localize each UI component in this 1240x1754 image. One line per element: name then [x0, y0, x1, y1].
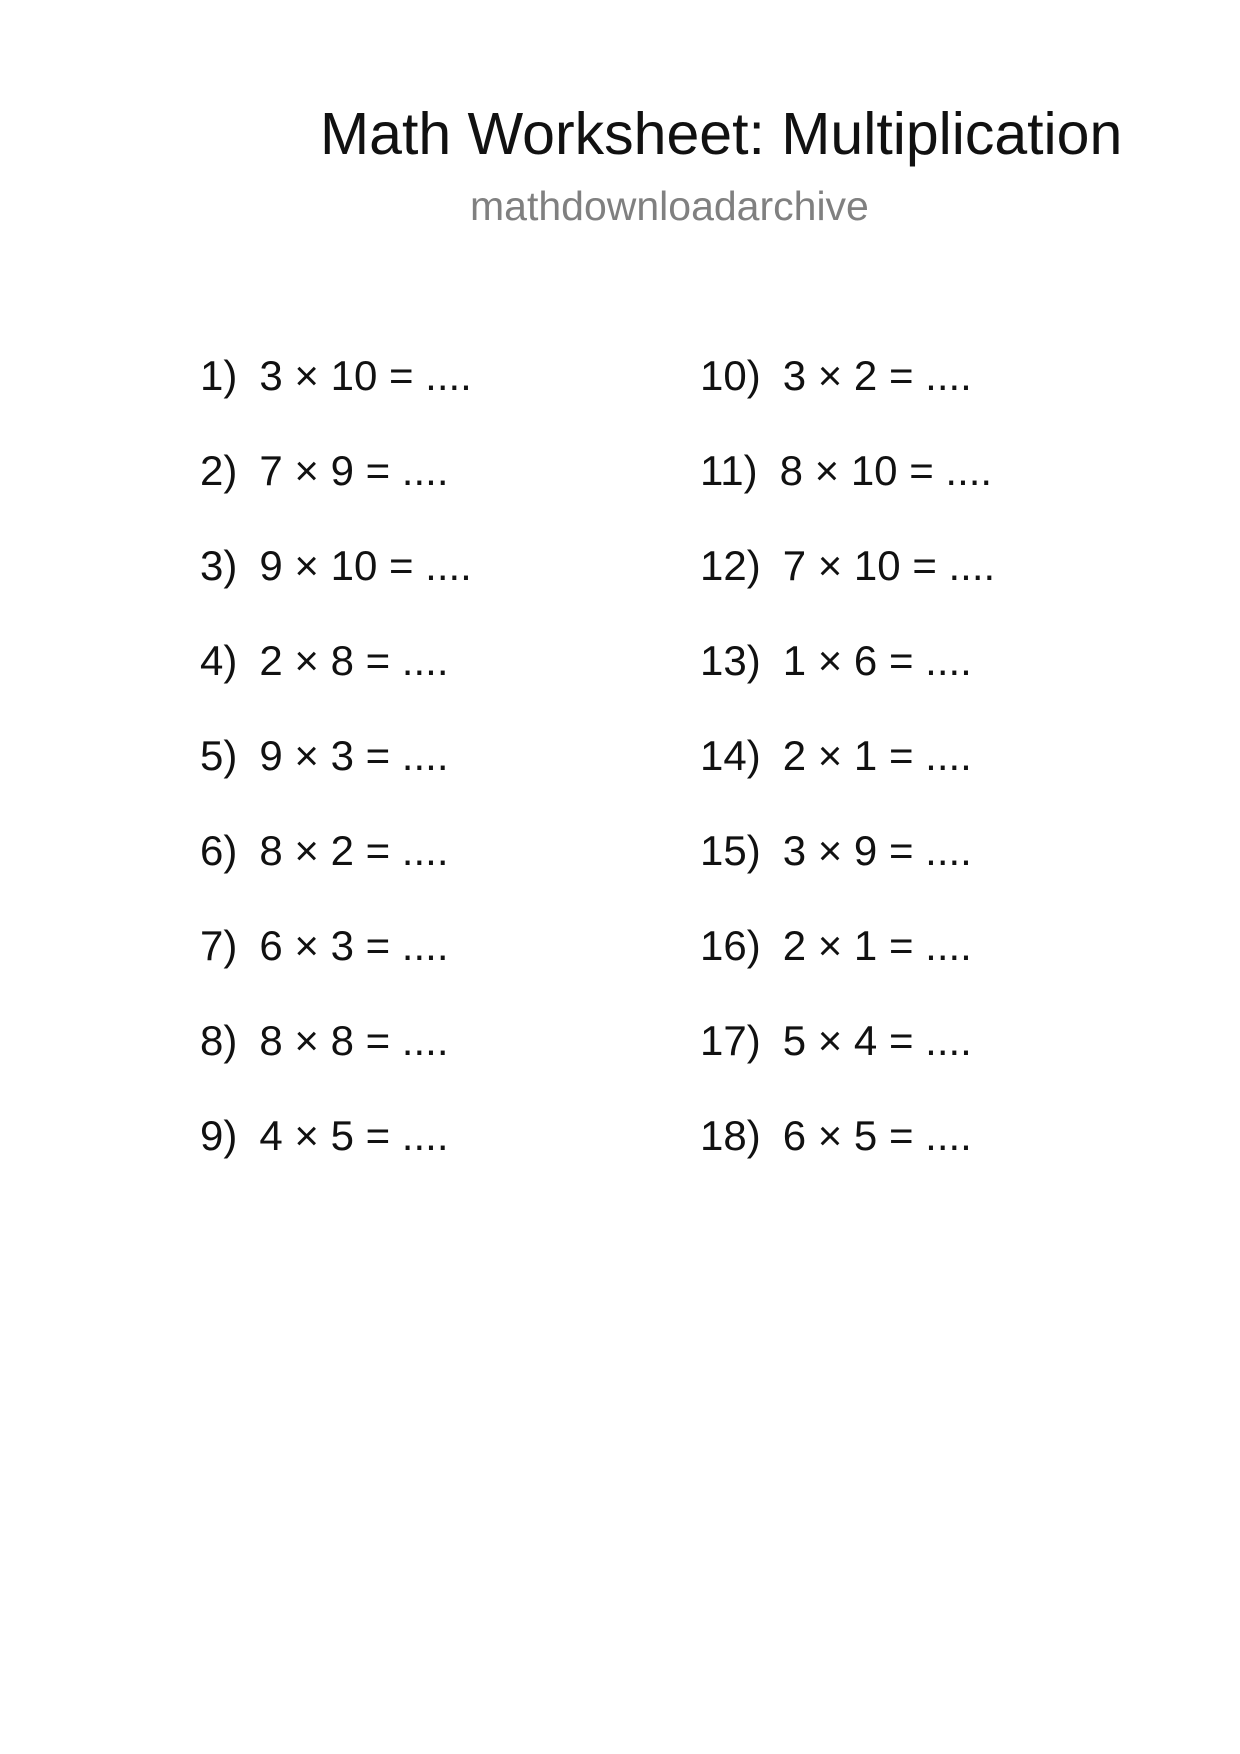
problem-number: 1) [200, 352, 238, 399]
problem-expression: 6 × 3 = .... [259, 922, 449, 969]
problem-expression: 2 × 1 = .... [782, 922, 972, 969]
problem-expression: 1 × 6 = .... [782, 637, 972, 684]
problem-item [700, 730, 995, 825]
problem-item [700, 445, 995, 540]
problem-column-right [700, 350, 995, 1205]
problem-number: 7) [200, 922, 238, 969]
problem-number: 16) [700, 922, 761, 969]
problem-number: 17) [700, 1017, 761, 1064]
problem-expression: 7 × 10 = .... [782, 542, 996, 589]
problem-item [700, 825, 995, 920]
problem-number: 8) [200, 1017, 238, 1064]
problem-number: 15) [700, 827, 761, 874]
problem-expression: 8 × 2 = .... [259, 827, 449, 874]
problem-item [200, 635, 472, 730]
problem-item [200, 825, 472, 920]
problem-item [700, 350, 995, 445]
problem-item [700, 540, 995, 635]
problem-number: 12) [700, 542, 761, 589]
problem-number: 14) [700, 732, 761, 779]
problem-item [700, 635, 995, 730]
page-subtitle: mathdownloadarchive [470, 183, 869, 229]
problem-item [200, 730, 472, 825]
problem-expression: 7 × 9 = .... [259, 447, 449, 494]
problem-expression: 8 × 10 = .... [779, 447, 993, 494]
problem-expression: 6 × 5 = .... [782, 1112, 972, 1159]
problem-expression: 4 × 5 = .... [259, 1112, 449, 1159]
problem-expression: 3 × 9 = .... [782, 827, 972, 874]
problem-item [200, 1015, 472, 1110]
problem-expression: 9 × 3 = .... [259, 732, 449, 779]
problem-item [700, 1110, 995, 1205]
problem-number: 18) [700, 1112, 761, 1159]
problem-item [700, 1015, 995, 1110]
problem-number: 2) [200, 447, 238, 494]
problem-column-left [200, 350, 472, 1205]
problem-number: 9) [200, 1112, 238, 1159]
problem-number: 4) [200, 637, 238, 684]
problem-expression: 5 × 4 = .... [782, 1017, 972, 1064]
problem-item [200, 1110, 472, 1205]
problem-number: 10) [700, 352, 761, 399]
problem-number: 3) [200, 542, 238, 589]
problem-item [200, 350, 472, 445]
problem-item [200, 540, 472, 635]
problem-number: 11) [700, 447, 758, 494]
problem-item [200, 445, 472, 540]
problem-expression: 3 × 2 = .... [782, 352, 972, 399]
problem-expression: 8 × 8 = .... [259, 1017, 449, 1064]
problem-item [200, 920, 472, 1015]
problem-expression: 2 × 1 = .... [782, 732, 972, 779]
problem-number: 5) [200, 732, 238, 779]
problem-number: 6) [200, 827, 238, 874]
problem-expression: 2 × 8 = .... [259, 637, 449, 684]
problem-expression: 3 × 10 = .... [259, 352, 472, 399]
problem-expression: 9 × 10 = .... [259, 542, 472, 589]
problem-item [700, 920, 995, 1015]
problem-number: 13) [700, 637, 761, 684]
page-title: Math Worksheet: Multiplication [320, 101, 1123, 167]
